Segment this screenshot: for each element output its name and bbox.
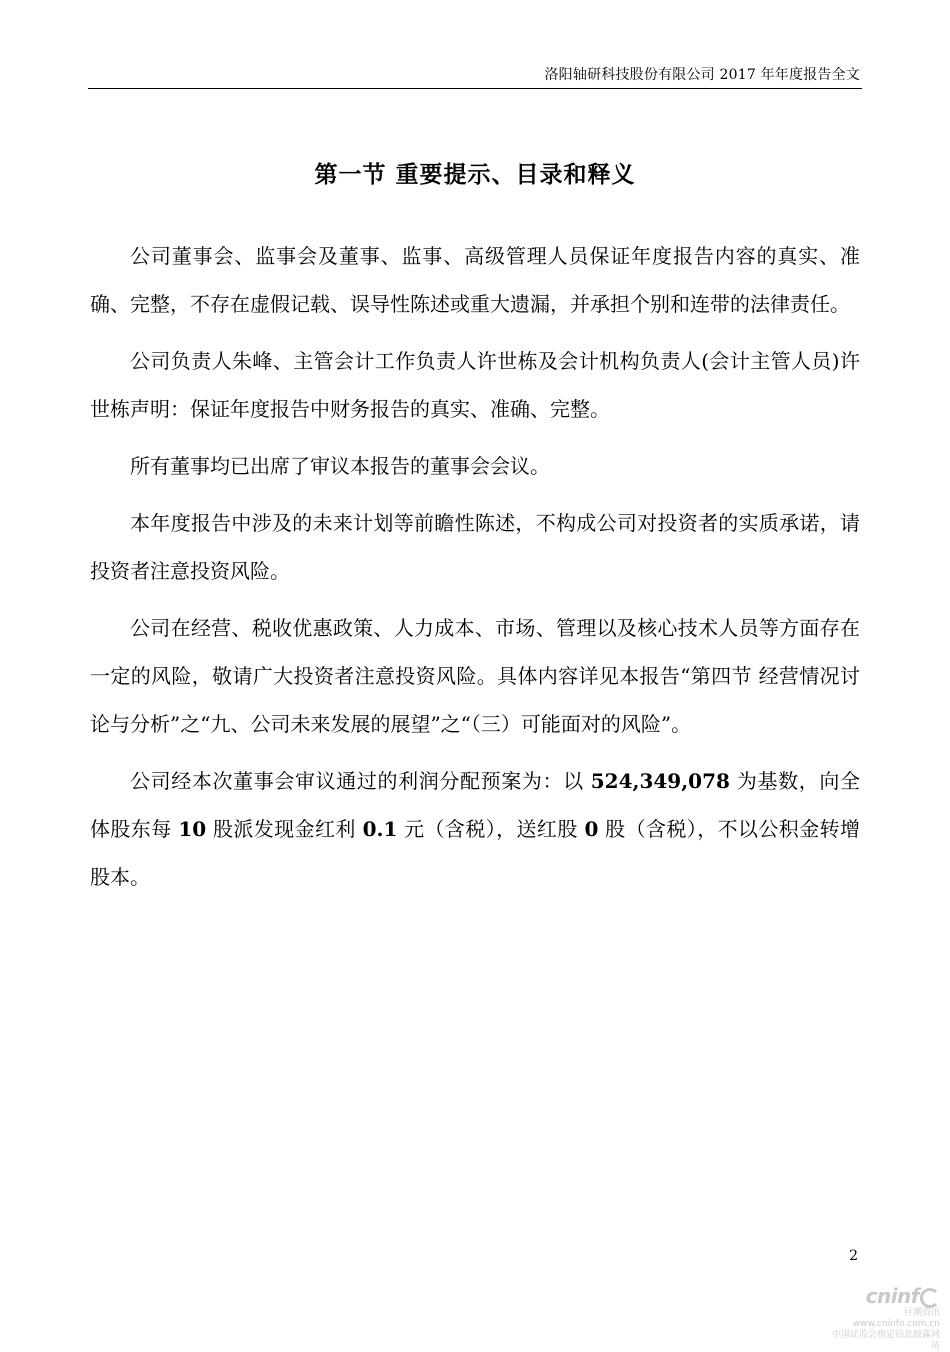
- dividend-text: 元（含税），送红股: [397, 817, 585, 841]
- dividend-text: 公司经本次董事会审议通过的利润分配预案为：以: [130, 769, 591, 793]
- watermark-url: www.cninfo.com.cn: [852, 1319, 940, 1329]
- dividend-text: 股（含税），不以公积金转增股本。: [90, 817, 861, 889]
- page-number: 2: [849, 1248, 858, 1264]
- running-header: 洛阳轴研科技股份有限公司 2017 年年度报告全文: [544, 67, 860, 83]
- dividend-per-shares: 10: [178, 817, 207, 841]
- dividend-bonus: 0: [584, 817, 599, 841]
- watermark-brand: cninf: [830, 1284, 940, 1308]
- section-title: 第一节 重要提示、目录和释义: [314, 161, 636, 188]
- dividend-base-shares: 524,349,078: [590, 769, 730, 793]
- watermark-tagline: 中国证监会指定信息披露网站: [831, 1330, 940, 1351]
- body-text: [90, 232, 860, 910]
- cninfo-watermark: [830, 1284, 940, 1352]
- paragraph-risks: 公司在经营、税收优惠政策、人力成本、市场、管理以及核心技术人员等方面存在一定的风险，敬请广大投资者注意投资风险。具体内容详见本报告“第四节 经营情况讨论与分析”之“九、公司未来发展的展望”之“（三）可能面对的风险”。: [90, 616, 860, 736]
- dividend-cash: 0.1: [362, 817, 398, 841]
- header-rule: [88, 88, 862, 89]
- paragraph-board-guarantee: 公司董事会、监事会及董事、监事、高级管理人员保证年度报告内容的真实、准确、完整，不存在虚假记载、误导性陈述或重大遗漏，并承担个别和连带的法律责任。: [90, 244, 860, 316]
- dividend-text: 股派发现金红利: [206, 817, 363, 841]
- paragraph-forward-looking: 本年度报告中涉及的未来计划等前瞻性陈述，不构成公司对投资者的实质承诺，请投资者注意投资风险。: [90, 511, 860, 583]
- watermark-name: 巨潮资讯: [903, 1308, 940, 1318]
- paragraph-directors-attendance: 所有董事均已出席了审议本报告的董事会会议。: [130, 454, 550, 478]
- paragraph-responsible-persons: 公司负责人朱峰、主管会计工作负责人许世栋及会计机构负责人(会计主管人员)许世栋声明：保证年度报告中财务报告的真实、准确、完整。: [90, 349, 860, 421]
- cninfo-logo-icon: [920, 1288, 940, 1308]
- dividend-text: 为基数，向全体股东每: [90, 769, 861, 841]
- paragraph-dividend: [90, 757, 860, 901]
